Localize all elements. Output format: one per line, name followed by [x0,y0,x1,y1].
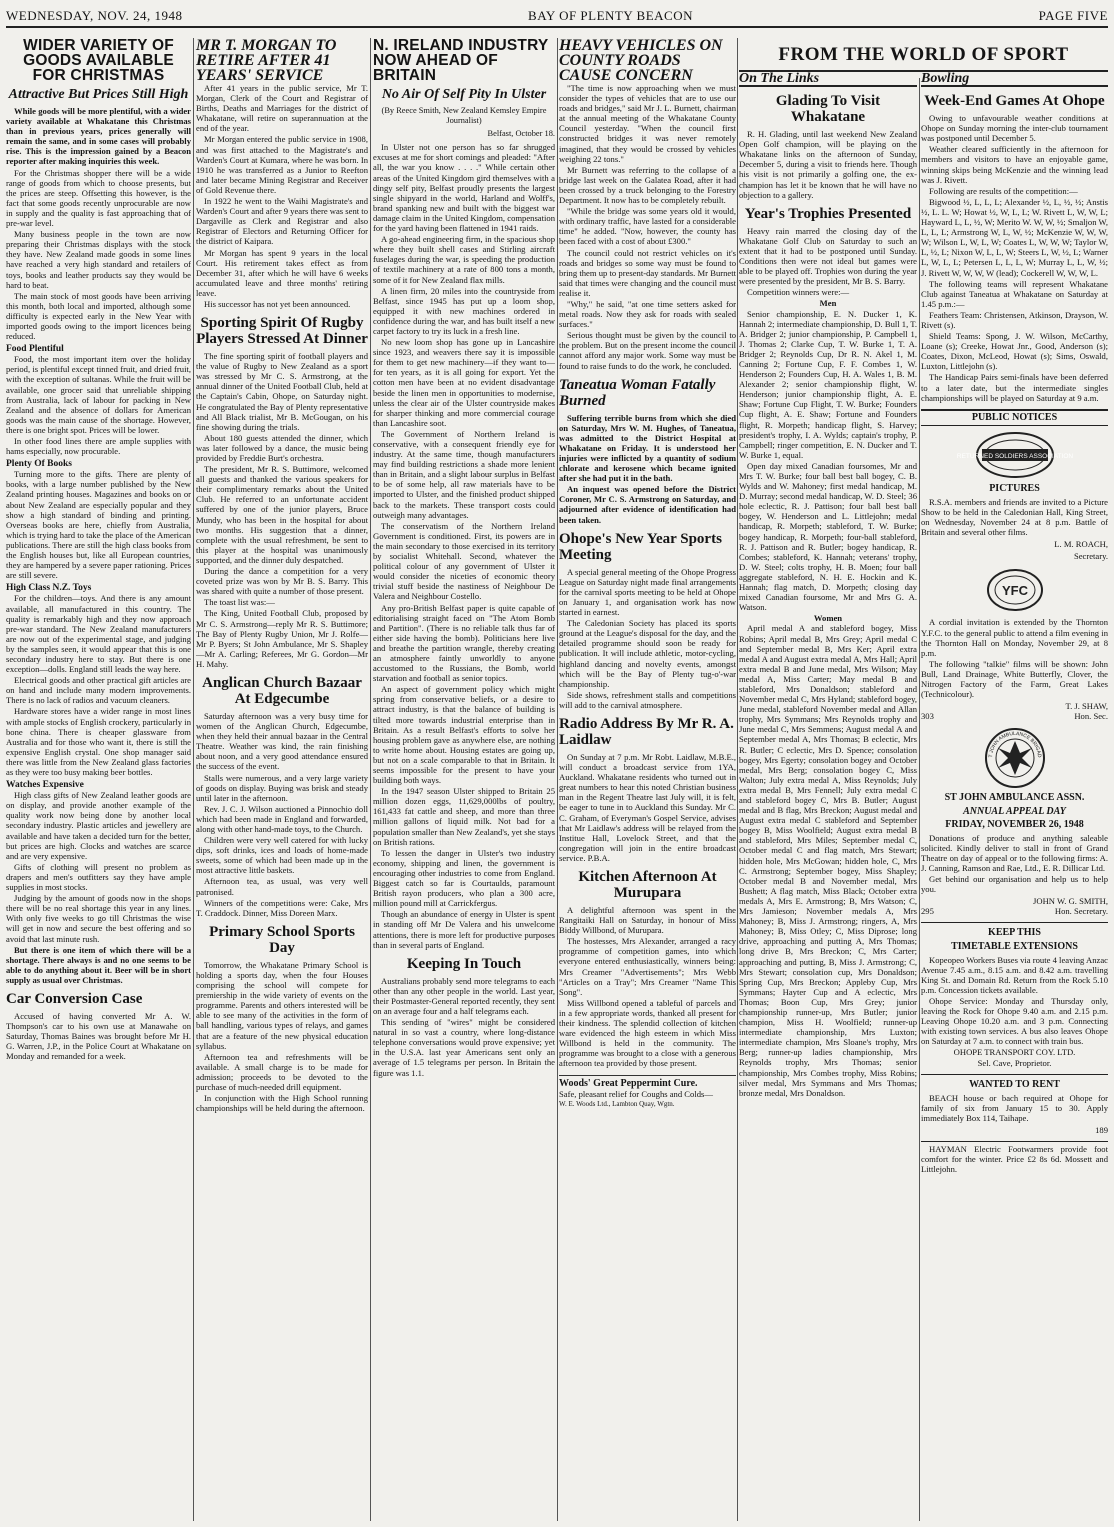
paragraph: In 1922 he went to the Waihi Magistrate's and Warden's Court and after 9 years there was sent to Dargaville as Clerk and Registrar and also Registrar of Electors and Returning Officer for the district of Kaipara. [196,196,368,247]
ad-address: W. E. Woods Ltd., Lambton Quay, Wgtn. [559,1099,675,1108]
column-rule [370,38,371,1521]
advertisement-woods [559,1075,736,1109]
signature: T. J. SHAW, [1065,701,1108,712]
paragraph: But there is one item of which there will be a shortage. There always is and no one seems to be able to do anything about it. Beer will be in short supply as usual over Christmas. [6,944,191,985]
paragraph: The Government of Northern Ireland is conservative, with a consequent friendly eye for industry. At the same time, though manufacturers may find building restrictions a shade more lenient than in Britain, and a slight labour surplus in Belfast to be of some help, all raw materials have to be imported to Ulster, and the finished product shipped back to the markets. These transport costs could outweigh many advantages. [373,428,555,520]
subheadline: Attractive But Prices Still High [8,87,189,102]
paragraph: Bigwood ½, L, L, L; Alexander ½, L, ½, ½; Anstis ½, L. L. W; Howat ½, W, L, L; W. Rivett L, W, W, L; Hayward L, L, ½, W; Merito W. W, W, ½; Smaljon W, L, L, L; Armstrong W, L, W, ½; McKenzie W, W, W, W; Wilson L, W, L, W; Coates L, W, W, W; Taylor W, L, ½, L; Nixon W, L, L, W; Steers L, W, ½, L; Warner L, W, L, L; Petersen L, L, L, W; Murray L, L, W, ½; J. Rivett W, W, W, W (lead); Cockerell W, W, W, L. [921,196,1108,278]
section-title-links: On The Links [739,74,917,87]
paragraph: "The time is now approaching when we must consider the types of vehicles that are to use our roads and bridges," said Mr J. L. Burnett, chairman at the annual meeting of the Whakatane County Council yesterday. "When the council first constructed bridges it was never remotely imagined, that they would be crossed by vehicles weighing 22 tons." [559,83,736,164]
headline: WIDER VARIETY OF GOODS AVAILABLE FOR CHRISTMAS [23,37,174,84]
article-rugby-dinner [196,315,368,669]
column-1 [6,38,191,1523]
st-john-logo-text: T JOHN AMBULANCE BRIGAD [987,731,1042,759]
section-title-bowling: Bowling [921,74,1108,87]
paragraph: Food, the most important item over the holiday period, is plentiful except tinned fruit, and dried fruit, with the exception of sultanas. While the fruit will be available, one grocer said that unreliable shipping from Australia, lack of labour for packing in New Zealand and the absence of dollars for American goods was the main cause of the shortage. However, there is one bright spot. Prices will be lower. [6,354,191,435]
headline: N. IRELAND INDUSTRY NOW AHEAD OF BRITAIN [373,37,549,84]
yfc-logo-text: YFC [1001,583,1028,599]
paragraph: To lessen the danger in Ulster's two industry economy, shipping and linen, the government is encouraging other industries to come from England. Biggest catch so far is Courtaulds, paramount British rayon producers, who plan a 300 acre, million pound mill at Carrickfergus. [373,847,555,909]
page-header [6,6,1108,28]
paragraph: Get behind our organisation and help us to help you. [921,874,1108,895]
paragraph: Mr Morgan entered the public service in 1908, and was first attached to the Magistrate's and Warden's Court at Kumara, where he was born. In 1910 he was transferred as a Junior to Reefton and later became Mining Registrar and Receiver of Gold Revenue there. [196,134,368,195]
headline: Kitchen Afternoon At Murupara [578,869,717,901]
paragraph: A cordial invitation is extended by the Thornton Y.F.C. to the general public to attend a film evening in the Thornton Hall on Monday, November 29, at 8 p.m. [921,617,1108,658]
rsa-logo-text: RETURNED SOLDIERS ASSOCIATION [956,452,1073,460]
paragraph: Saturday afternoon was a very busy time for women of the Anglican Church, Edgecumbe, when they held their annual bazaar in the Central Theatre. Weather was kind, the rain finishing about noon, and a very good attendance ensured the success of the event. [196,710,368,772]
column-rule [919,78,920,1521]
notice-title: WANTED TO RENT [969,1078,1060,1090]
column-2 [196,38,368,1523]
paragraph: The president, Mr R. S. Buttimore, welcomed all guests and thanked the various speakers for their complimentary remarks about the United Club. He referred to an unfortunate accident suffered by one of the junior players, Bruce Mundy, who has been in the hospital for about two months. His suggestion that a dinner, complete with the usual refreshment, be sent to this player at the hospital was unanimously supported, and the dinner duly despatched. [196,464,368,565]
sport-banner: FROM THE WORLD OF SPORT [739,42,1108,72]
paragraph: Turning more to the gifts. There are plenty of books, with a large number published by the New Zealand printing houses. Magazines and books on or about New Zealand are especially popular and they show a high standard of binding and printing. Overseas books are here, chiefly from Australia, which is trying hard to take the place of the American publications. There are still the high class books from the English houses but, like all European countries, they are hampered by a severe paper rationing. Prices are still severe. [6,469,191,581]
article-keeping-in-touch [373,956,555,1078]
paragraph: Miss Willbond opened a tableful of parcels and in a few appropriate words, thanked all present for their kindness. The splendid collection of kitchen ware evidenced the high esteem in which Miss Willbond is held in the community. The programme was brought to a close with a generous afternoon tea provided by those present. [559,997,736,1069]
article-christmas-goods [6,38,191,985]
paragraph: For the Christmas shopper there will be a wide range of goods from which to choose presents, but the prices are steep. Offsetting this however, is the fact that some goods recently unprocurable are now in supply and the quality is fast approaching that of pre-war level. [6,167,191,229]
signature-title: Hon. Secretary. [1054,906,1108,917]
article-golf-trophies [739,206,917,1098]
section-heading: High Class N.Z. Toys [6,583,92,594]
paragraph: The fine sporting spirit of football players and the value of Rugby to New Zealand as a sport was stressed by Mr C. S. Armstrong, at the annual dinner of the United Football Club, held at the Captain's Cabin, Ohope, on Saturday night. He congratulated the Bay of Plenty representative and All Black trialist, Mr B. McGougan, on his fine showing during the trials. [196,351,368,432]
column-rule [193,38,194,1521]
paragraph: Though an abundance of energy in Ulster is spent in standing off Mr De Valera and his unwelcome attentions, there is more left for productive purposes than in several parts of England. [373,909,555,950]
paragraph: HAYMAN Electric Footwarmers provide foot comfort for the winter. Price £2 8s 6d. Mossett and Littlejohn. [921,1144,1108,1175]
st-john-cross-icon [984,727,1046,789]
article-car-conversion [6,991,191,1061]
paragraph: Gifts of clothing will present no problem as drapers and men's outfitters say they have ample supplies in most stocks. [6,861,191,893]
article-heavy-vehicles [559,38,736,371]
lead-paragraph: While goods will be more plentiful, with a wider variety available at Whakatane this Christmas than in previous years, prices generally will remain the same, and in some cases will probably rise. This is the impression gained by a Beacon reporter after making inquiries this week. [6,106,191,167]
notice-number: 303 [921,711,934,722]
column-4 [559,38,736,1523]
paragraph: The hostesses, Mrs Alexander, arranged a racy programme of competition games, into which everyone entered enthusiastically, winners being: Mrs Creamer "Advertisements"; Mrs Webb "Articles on a Tray"; Mrs Creamer "Name This Song". [559,936,736,997]
article-ohope-sports [559,531,736,710]
paragraph: The following teams will represent Whakatane Club against Taneatua at Whakatane on Saturday at 1.45 p.m.:— [921,278,1108,309]
paragraph: Open day mixed Canadian foursomes, Mr and Mrs T. W. Burke; four ball best ball bogey, C. B. Wylds and W. Mahoney; first medal handicap, M. D. Murray; second medal handicap, W. D. Steel; 36 hole eclectic, R. J. Pattison; four ball best ball bogey, W. Henderson and L. Littlejohn; medal handicap, R. Morpeth; stableford, T. W. Burke; bogey handicap, R. Morpeth; four-ball stableford, R. J. Pattison and R. Butler; bogey handicap, R. Combes; stableford, K. Hannah; veterans' trophy, D. W. Steel; colts trophy, H. B. Moen; four ball aggregate stableford, N. H. E. Hockin and K. Hannah; flag match, D. Morpeth; closing day mixed Canadian foursome, Mr and Mrs G. A. Watson. [739,460,917,613]
notice-title: ST JOHN AMBULANCE ASSN. [944,792,1085,804]
notice-date: FRIDAY, NOVEMBER 26, 1948 [945,818,1084,830]
column-rule [737,38,738,1521]
headline: MR T. MORGAN TO RETIRE AFTER 41 YEARS' SERVICE [196,37,337,84]
paragraph: No new loom shop has gone up in Lancashire since 1923, and weavers there say it is impossible for them to get new machinery—if they want to—for ten years, as it is all going for export. Yet the cotton men have been at no evident disadvantage beside the linen men in opportunities to modernise, unless the clear air of the Ulster countryside makes for sharper thinking and more commercial courage than Lancashire soot. [373,337,555,428]
paragraph: Mr Burnett was referring to the collapse of a bridge last week on the Galatea Road, after it had been crossed by a truck belonging to the Forestry Department. It now has to be completely rebuilt. [559,164,736,206]
headline: Car Conversion Case [6,990,143,1007]
paragraph: Donations of produce and anything saleable solicited. Kindly deliver to stall in front of Grand Theatre on day of appeal or to the following firms: A. J. Canning, Ramson and Rae, Ltd., E. R. Dillicar Ltd. [921,832,1108,873]
paragraph: A special general meeting of the Ohope Progress League on Saturday night made final arrangements for the carnival sports meeting to be held at Ohope on January 1, and organisation work has now started in earnest. [559,566,736,618]
paragraph: An aspect of government policy which might spring from conservative beliefs, or a desire to attract industry, is that the balance of building is tilted more towards industrial enterprise than in Britain. As a result Belfast's efforts to solve her housing problem gave as anywhere else, are nothing to write home about. Housing estates are going up, but not on a scale comparable to that in Britain. It seems impossible for the present to have your building both ways. [373,684,555,786]
paragraph: R.S.A. members and friends are invited to a Picture Show to be held in the Caledonian Hall, King Street, on Wednesday, November 24 at 8 p.m. Battle of Britain and several other films. [921,496,1108,538]
paragraph: Accused of having converted Mr A. W. Thompson's car to his own use at Manawahe on Saturday, Thomas Baines was brought before Mr H. G. Warren, J.P., in the Police Court at Whakatane on Monday and remanded for a week. [6,1010,191,1062]
section-heading: Watches Expensive [6,780,84,791]
paragraph: "Why," he said, "at one time setters asked for metal roads. Now they ask for roads with sealed surfaces." [559,298,736,330]
notice-subtitle: TIMETABLE EXTENSIONS [951,940,1078,952]
paragraph: The Handicap Pairs semi-finals have been deferred to a later date, but the intermediate singles championships will be played on Saturday at 9 a.m. [921,372,1108,403]
paragraph: On Sunday at 7 p.m. Mr Robt. Laidlaw, M.B.E., will conduct a broadcast service from 1YA, Auckland. Whakatane residents who turned out in great numbers to hear this noted Christian business man in the Regent Theatre last July will, it is felt, be eager to tune in to Auckland this Sunday. Mr C. C. Graham, of Everyman's Gospel Service, advises that Mr Laidlaw's address will be relayed from the Institue Hall, Lovelock Street, and that the congregation will join in the entire broadcast service. P.B.A. [559,751,736,863]
notice-st-john [921,727,1108,916]
headline: HEAVY VEHICLES ON COUNTY ROADS CAUSE CONCERN [559,37,723,84]
article-bowling [921,93,1108,403]
signature-title: Sel. Cave, Proprietor. [977,1057,1052,1068]
paragraph: Judging by the amount of goods now in the shops there will be no real shortage this year in any lines. With only five weeks to go till Christmas the wise will get in now and secure the best offering and so avoid that last minute rush. [6,893,191,944]
paragraph: A linen firm, 20 miles into the countryside from Belfast, since 1945 has put up a loom shop, equipped it with new machines ordered in confidence during the war, and has built itself a new carpet factory to try its luck in a fresh line. [373,285,555,336]
paragraph: Winners of the competitions were: Cake, Mrs T. Craddock. Dinner, Miss Doreen Marx. [196,897,368,918]
signature: JOHN W. G. SMITH, [1033,896,1108,907]
article-radio-address [559,716,736,863]
public-notices-heading: PUBLIC NOTICES [921,409,1108,426]
headline: Primary School Sports Day [209,923,355,956]
notice-number: 295 [921,906,934,917]
paragraph: Serious thought must be given by the council to the problem. But on the present income the council cannot afford any major work. Some way must be found to raise funds to do the work, he concluded. [559,330,736,371]
notice-title: KEEP THIS [988,927,1041,939]
notice-yfc [921,567,1108,721]
article-kitchen-afternoon [559,869,736,1069]
column-6 [921,71,1108,1523]
paragraph: Australians probably send more telegrams to each other than any other people in the world. Last year, their Postmaster-General reported recently, they sent on an average four and a half telegrams each. [373,975,555,1016]
paragraph: Heavy rain marred the closing day of the Whakatane Golf Club on Saturday to such an extent that it had to be postponed until Sunday. Conditions then were not ideal but games were able to be played off. Trophies won during the year were presented by the president, Mr B. S. Barry. [739,225,917,287]
article-anglican-bazaar [196,675,368,918]
paragraph: Children were very well catered for with lucky dips, soft drinks, ices and loads of home-made sweets, some of which had been made up in the most attractive little baskets. [196,835,368,876]
dateline: Belfast, October 18. [487,129,555,139]
paragraph: Kopeopeo Workers Buses via route 4 leaving Anzac Avenue 7.45 a.m., 8.15 a.m. and 8.42 a.m. travelling King St. and Domain Rd. Return from the Rock 5.10 p.m. Concession tickets available. [921,954,1108,995]
paragraph: Competition winners were:— [747,287,850,298]
paragraph: His successor has not yet been announced. [204,298,351,309]
byline: (By Reece Smith, New Zealand Kemsley Empire Journalist) [381,106,547,126]
paragraph: The following "talkie" films will be shown: John Bull, Land Drainage, White Butterfly, Clover, the Nitrogen Factory of the Farm, Great Lakes (Technicolour). [921,658,1108,700]
paragraph: This sending of "wires" might be considered natural in so vast a country, where long-distance telephone conversations would prove expensive; yet in the U.S.A. last year Americans sent only an average of 1.5 telegrams per person. In Britain the figure was 1.1. [373,1017,555,1078]
paragraph: Owing to unfavourable weather conditions at Ohope on Sunday morning the inter-club tournament was postponed until December 5. [921,113,1108,144]
paragraph: Many business people in the town are now preparing their Christmas displays with the stock they have. New Zealand made goods in some lines have reached a very high standard and retailers of toys, books and leather products say they would be hard to beat. [6,229,191,290]
headline: Keeping In Touch [406,955,522,972]
article-morgan-retire [196,38,368,309]
paragraph: High class gifts of New Zealand leather goods are on display, and provide another example of the quality work now being done by another local secondary industry. Plastic articles and jewellery are available and have taken a decided turn for the better, but prices are high. Clocks and watches are scarce and are very expensive. [6,790,191,861]
paragraph: The Caledonian Society has placed its sports ground at the League's disposal for the day, and the detailed programme should soon be ready for publication. It will include athletic, motor-cycling, highland dancing and novelty events, amongst which will be the Bay of Plenty tug-o'-war championship. [559,618,736,689]
paragraph: For the children—toys. And there is any amount available, all manufactured in this country. The quality is remarkably high and they now approach pre-war standard. The New Zealand manufacturers are now out of the experimental stage, and judging by the samples seen, it would appear that this is one secondary industry here to stay. But there is one exception—dolls. England still leads the way here. [6,593,191,675]
rsa-badge-icon [956,430,1073,480]
paragraph: "While the bridge was some years old it would, with ordinary traffic, have lasted for a considerable time" he added. "Now, however, the county has been faced with a cost of about £300." [559,206,736,247]
paragraph: BEACH house or bach required at Ohope for family of six from January 15 to 30. Apply immediately Box 114, Taihape. [921,1092,1108,1123]
paragraph: Hardware stores have a wider range in most lines with ample stocks of English crockery, particularly in bone china. There is cheaper glassware from Australia and for those who want it, there is still the expensive English crystal. One shop manager said there was little from the New Zealand glass factories as they were too busy making beer bottles. [6,706,191,777]
subheading-men: Men [819,298,837,309]
section-heading: Food Plentiful [6,344,64,355]
header-date: WEDNESDAY, NOV. 24, 1948 [6,8,183,23]
signature: OHOPE TRANSPORT COY. LTD. [953,1047,1076,1058]
paragraph: Afternoon tea and refreshments will be available. A small charge is to be made for admission; proceeds to be devoted to the purchase of much-needed drill equipment. [196,1051,368,1092]
paragraph: The council could not restrict vehicles on it's roads and bridges so some way must be found to bring them up to present-day standards. Mr Burnett said that times were changing and the council must realise it. [559,247,736,298]
paragraph: The toast list was:— [204,597,275,608]
notice-number: 189 [1095,1125,1108,1136]
article-glading [739,93,917,200]
paragraph: About 180 guests attended the dinner, which was later followed by a dance, the music being provided by Freddie Burt's orchestra. [196,432,368,463]
paragraph: Following are results of the competition:— [929,185,1078,196]
paragraph: Shield Teams: Spong, J. W. Wilson, McCarthy, Loane (s); Creeke, Howat Jnr., Good, Anderson (s); Coates, Dixon, McLeod, Howat (s); Sims, Oswald, Luxton, Littlejohn (s). [921,331,1108,372]
paragraph: Ohope Service: Monday and Thursday only, leaving the Rock for Ohope 9.40 a.m. and 2.15 p.m. Leaving Ohope 10.20 a.m. and 3 p.m. Connecting with existing town services. A bus also leaves Ohope on Saturday at 7 a.m. to connect with train bus. [921,996,1108,1047]
paragraph: Stalls were numerous, and a very large variety of goods on display. Buying was brisk and steady until later in the afternoon. [196,772,368,803]
paragraph: Feathers Team: Christensen, Atkinson, Drayson, W. Rivett (s). [921,309,1108,330]
article-taneatua-woman [559,377,736,525]
paragraph: Side shows, refreshment stalls and competitions will add to the carnival atmosphere. [559,689,736,710]
yfc-badge-icon [985,567,1045,613]
paragraph: Rev. J. C. J. Wilson auctioned a Pinnochio doll which had been made in England and forwarded, along with other hand-made toys, to the Church. [196,803,368,834]
paragraph: During the dance a competition for a very coveted prize was won by Mr B. S. Barry. This was shared with quite a number of those present. [196,566,368,597]
headline: Anglican Church Bazaar At Edgecumbe [202,674,362,707]
paragraph: The King, United Football Club, proposed by Mr C. S. Armstrong—reply Mr R. S. Buttimore; The Bay of Plenty Rugby Union, Mr J. Rolfe—Mr P. Byers; St John Ambulance, Mr S. Shapley—Mr A. Carling; Referees, Mr G. Gordon—Mr H. Mahy. [196,608,368,669]
headline: Ohope's New Year Sports Meeting [559,530,722,563]
paragraph: A go-ahead engineering firm, in the spacious shop where they built shell cases and Stirling aircraft fuselages during the war, is speeding the production of textile machinery at a rate of 800 tons a month, some of it for New Zealand flax mills. [373,234,555,285]
headline: Week-End Games At Ohope [924,93,1105,110]
header-page-number: PAGE FIVE [1038,8,1108,23]
paragraph: Senior championship, E. N. Ducker 1, K. Hannah 2; intermediate championship, D. Bull 1, T. A. Bridger 2; junior championship, P. Campbell 1, J. Thomas 2; Clarke Cup, T. W. Burke 1, T. A. Bridger 2; Reynolds Cup, Dr R. N. Akel 1, M. Canning 2; Fortune Cup, F. F. Combes 1, W. Henderson 2; Founders Cup, H. A. Wales 1, B. M. Alexander 2; senior championship flight, W. Henderson; junior championship flight, A. E. Shaw; Fortune Cup Flight, T. W. Burke; Founders Cup flight, A. E. Shaw; Fortune and Founders flight, R. Morpeth; handicap flight, S. Harvey; president's trophy, I. A. Wylds; captain's trophy, P. Campbell; ringer competition, E. N. Ducker and T. W. Burke 1, equal. [739,308,917,460]
headline: Sporting Spirit Of Rugby Players Stressed At Dinner [196,315,368,348]
paragraph: In Ulster not one person has so far shrugged excuses at me for short comings and pleaded: "After all, the war you know . . . ." While certain other areas of the United Kingdom gird themselves with a dingy self pity, Belfast proudly presents the largest single shipyard in the world, Harland and Wolff's, brand spanking new and built with the biggest war damage claim in the United Kingdom, compensation for the yard having been flattened in 1941 raids. [373,142,555,234]
notice-subtitle: ANNUAL APPEAL DAY [963,805,1066,817]
notice-rsa [921,430,1108,562]
signature-row [921,711,1108,721]
column-rule [557,38,558,1521]
header-masthead: BAY OF PLENTY BEACON [528,8,693,23]
paragraph: After 41 years in the public service, Mr T. Morgan, Clerk of the Court and Registrar of Births, Deaths and Marriages for the district of Whakatane, will retire on superannuation at the end of the year. [196,83,368,134]
headline: Taneatua Woman Fatally Burned [559,376,716,409]
notice-timetable [921,922,1108,1067]
advertisement-hayman [921,1141,1108,1174]
subheadline: No Air Of Self Pity In Ulster [381,87,547,102]
signature: L. M. ROACH, [1054,539,1108,550]
paragraph: Any pro-British Belfast paper is quite capable of editorialising straight faced on "The Atom Bomb and Partition". (There is no reliable talk thus far of either side having the bomb). Politicians here live and breathe the partition wrangle, thereby creating an atmosphere faintly unworldly to anyone accustomed to the Russians, the Bomb, world starvation and football as senior topics. [373,602,555,684]
lead-paragraph: Suffering terrible burns from which she died on Saturday, Mrs W. M. Hughes, of Taneatua, was admitted to the District Hospital at Whakatane on Friday. It is understood her injuries were inflicted by a quantity of sodium chlorate and kerosene which became ignited after she had put it in the bath. [559,412,736,484]
paragraph: The main stock of most goods have been arriving this month, both local and imported, although some difficulty is expected early in the New Year with imported goods owing to the import licences being reduced. [6,290,191,342]
paragraph: Electrical goods and other practical gift articles are on hand and include many modern improvements. There is no lack of radios and vacuum cleaners. [6,675,191,706]
paragraph: In conjunction with the High School running championships will be held during the afternoon. [196,1093,368,1114]
paragraph: In the 1947 season Ulster shipped to Britain 25 million dozen eggs, 11,629,000lbs of poultry, 161,433 fat cattle and sheep, and more than three million gallons of liquid milk. Not bad for a population smaller than New Zealand's, yet she stays on British rations. [373,786,555,847]
paragraph: Weather cleared sufficiently in the afternoon for members and visitors to have an enjoyable game, winning skips being McKenzie and the winning lead was J. Rivett. [921,144,1108,185]
signature-title: Hon. Sec. [1074,711,1108,722]
paragraph: An inquest was opened before the District Coroner, Mr C. S. Armstrong on Saturday, and adjourned after evidence of identification had been taken. [559,484,736,525]
article-ireland-industry [373,38,555,950]
subheading-women: Women [813,613,843,624]
signature-row [921,906,1108,916]
headline: Glading To Visit Whakatane [775,93,881,126]
notice-wanted [921,1074,1108,1135]
paragraph: A delightful afternoon was spent in the Rangitaiki Hall on Saturday, in honour of Miss Biddy Willbond, of Murupara. [559,905,736,936]
paragraph: Tomorrow, the Whakatane Primary School is holding a sports day, when the four Houses comprising the school will compete for premiership in the wide variety of events on the programme. Parents and others interested will be able to see many of the activities in the form of ball handling, various types of relays, and games that are a feature of the new physical education syllabus. [196,959,368,1051]
paragraph: R. H. Glading, until last weekend New Zealand Open Golf champion, will be playing on the Whakatane links on the afternoon of Sunday, December 5, during a visit to friends here. Though his visit is not primarily a golfing one, the ex-champion has let it be known that he will have no objection to a gallery. [739,129,917,200]
signature-title: Secretary. [1073,551,1108,562]
article-primary-sports [196,924,368,1113]
paragraph: Afternoon tea, as usual, was very well patronised. [196,876,368,897]
paragraph: In other food lines there are ample supplies with hams especially, now procurable. [6,436,191,457]
headline: Radio Address By Mr R. A. Laidlaw [559,715,734,748]
paragraph: Mr Morgan has spent 9 years in the local Court. His retirement takes effect as from December 31, after which he will have 6 weeks accumulated leave and three months' retiring leave. [196,247,368,298]
ad-title: Woods' Great Peppermint Cure. [559,1077,698,1089]
column-5 [739,71,917,1523]
section-heading: Plenty Of Books [6,459,72,470]
column-3 [373,38,555,1523]
ad-text: Safe, pleasant relief for Coughs and Colds— [559,1088,713,1099]
paragraph: The conservatism of the Northern Ireland Government is conditioned. First, its powers are in the main secondary to those exercised in its territory by socialist Whitehall. Second, whatever the political colour of any government of Ulster it would consider the niceties of economic theory trivial stuff beside the nastiness of Neighbour De Valera and Neighbour Costello. [373,520,555,602]
headline: Year's Trophies Presented [744,205,912,222]
notice-title: PICTURES [989,482,1040,494]
paragraph: April medal A and stableford bogey, Miss Robins; April medal B, Mrs Grey; April medal C and September medal B, Mrs Ker; April extra medal A and August extra medal A, Mrs Hall; April extra medal B and June medal, Mrs Wilson; May medal A, Miss Carter; May medal B and stableford, Mrs Donaldson; stableford and November medal C, Mrs Hyland; stableford bogey, June medal, stableford November medal and Allan trophy, Mrs Symmans; Mrs Reynolds trophy and June medal C, Mrs Semmens; August medal A and September medal A, Mrs Thomas; B eclectic, Mrs R. Butler; C eclectic, Mrs D. Spence; consolation bogey, Mrs Egerty; consolation bogey and October medal, Mrs Berg; consolation bogey C, Miss Walton; July extra medal A, Miss Reynolds; July extra medal B, Mrs Fennell; July extra medal C and stableford bogey C, Mrs B. Butler; August medal and B flag, Mrs Breckon; August medal and August extra medal C stableford and September bogey B, Miss Woolfield; August extra medal B and stableford, Mrs Miles; September medal C, October medal C and flag match, Mrs Stewart; hidden hole, Mrs McGowan; hidden hole, C, Mrs C. Armstrong; September bogey, Miss Shapley; October medal B and November medal, Mrs Bushett; A flag match, Miss Black; October extra medals A, Mrs E. Armstrong; B, Mrs Watson; C, Mrs Jamieson; November medals A, Mrs Mahoney; B, Miss J. Armstrong; ringers, A, Mrs Mahoney; B, Miss Otley; C, Miss Diprose; long drive, approaching and putting A, Mrs Thomas; long drive B, Mrs Breckon; C, Mrs Carter; approaching and putting, B, Miss J. Armstrong; C, Mrs Stewart; consolation cup, Mrs Donaldson; Spring Cup, Mrs Breckon; Appleby Cup, Mrs Symmans; Hayter Cup and A eclectic, Mrs Thomas; Boon Cup, Mrs Grey; junior championship runner-up, Mrs Butler; junior champion, Miss H. Woolfield; runner-up intermediate championship, Mrs Luxton; intermediate champion, Mrs Sloane's trophy, Mrs Berg; runner-up ladies championship, Mrs Reynolds trophy, Mrs Thomas; senior championship, Mrs Combes trophy, Miss Robins; silver medal, Mrs Symmans and Mrs Thomas; bronze medal, Mrs Donaldson. [739,623,917,1098]
